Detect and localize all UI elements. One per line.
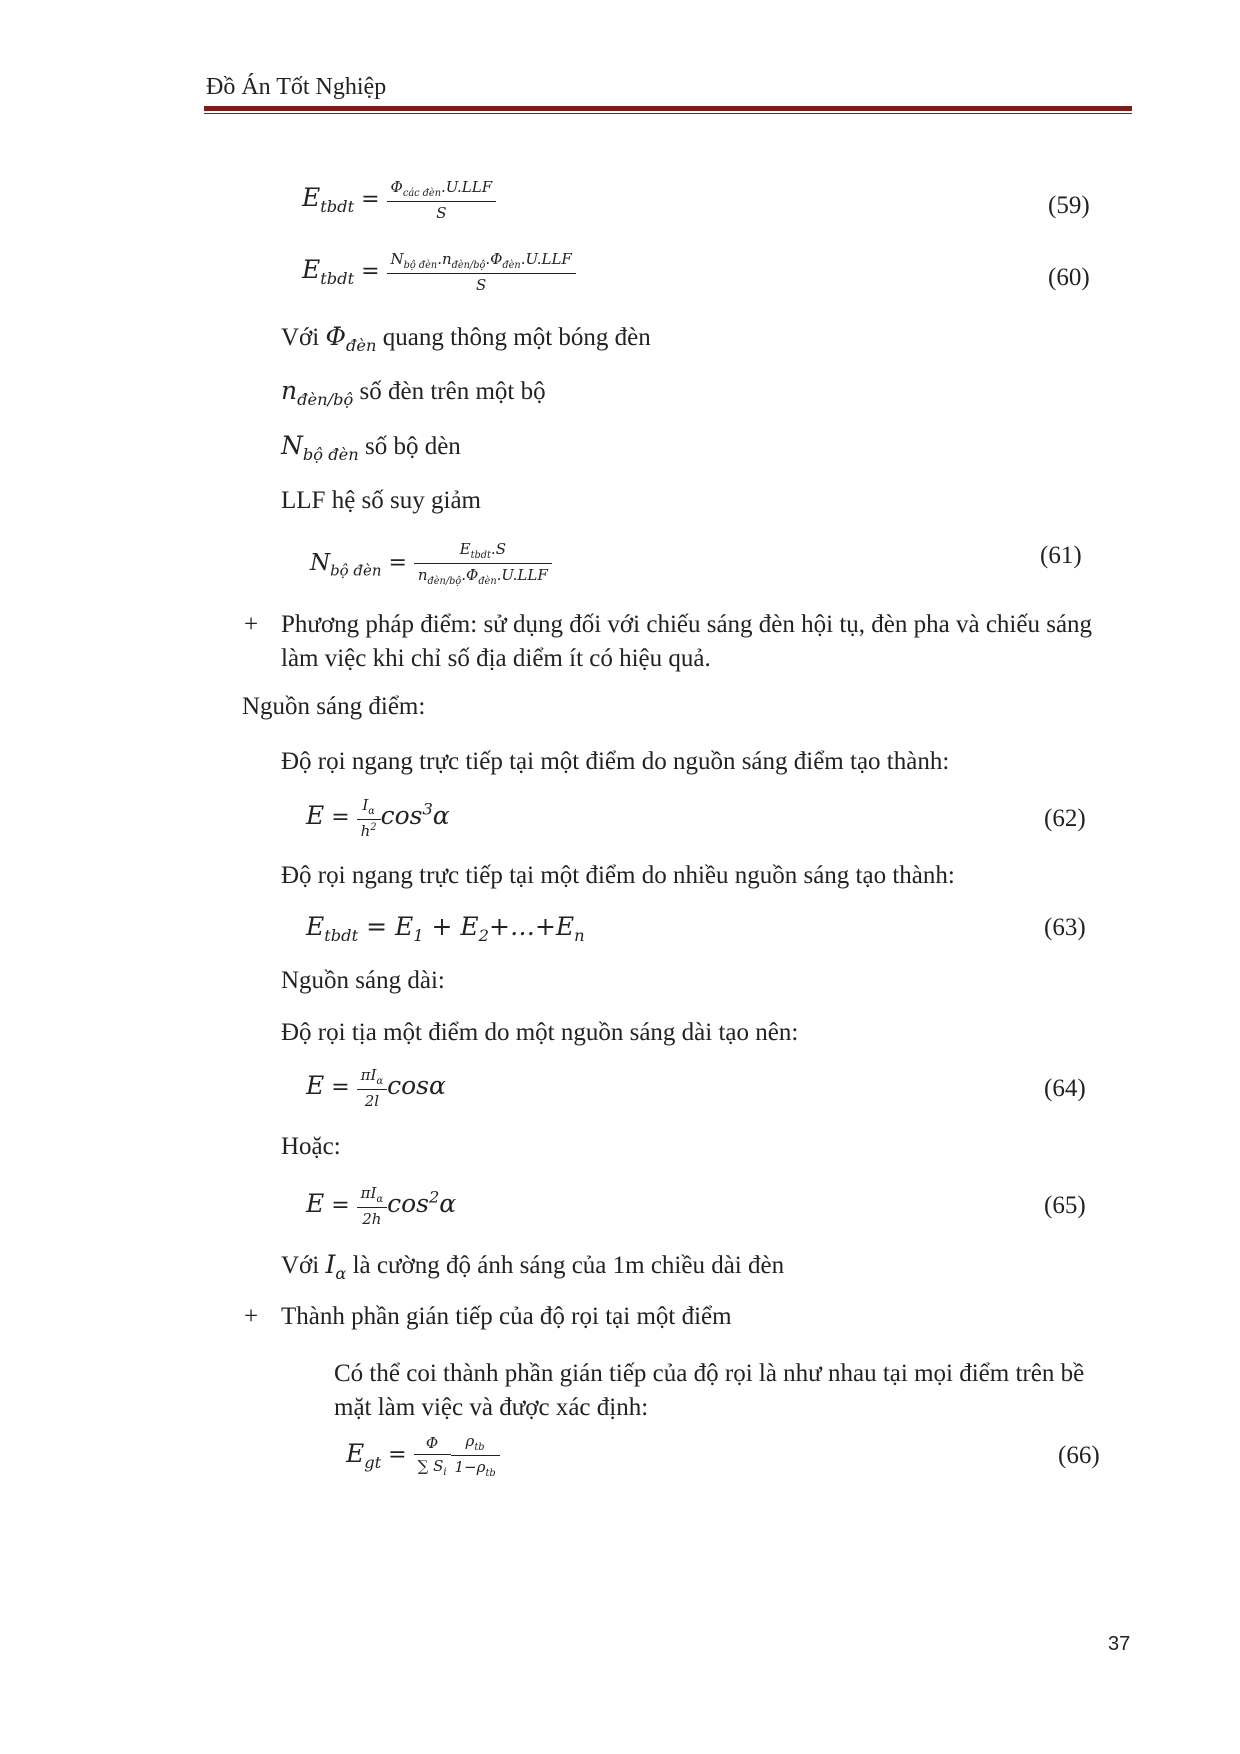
equation-66: $E_{gt}$ = $\frac{\Phi}{\sum S_i}$ $\frac{\rho_{tb}}{1-\rho_{tb}}$ <box>346 1432 500 1479</box>
I-definition: Với $I_\alpha$ là cường độ ánh sáng của 1m chiều dài đèn <box>281 1250 785 1283</box>
equation-number-62: (62) <box>1044 805 1086 832</box>
equation-number-66: (66) <box>1058 1442 1100 1469</box>
point-source-text: Độ rọi ngang trực tiếp tại một điểm do nguồn sáng điểm tạo thành: <box>281 748 950 775</box>
multiple-sources-text: Độ rọi ngang trực tiếp tại một điểm do nhiều nguồn sáng tạo thành: <box>281 862 955 889</box>
equation-60: $E_{tbdt}$ = $\frac{N_{bộ đèn}.n_{đèn/bộ}.\Phi_{đèn}.U.LLF}{S}$ <box>302 250 576 294</box>
llf-definition: LLF hệ số suy giảm <box>281 487 481 514</box>
page-header: Đồ Án Tốt Nghiệp <box>206 74 387 100</box>
equation-65: E = $\frac{\pi I_\alpha}{2h}$ $\cos^2\alpha$ <box>306 1184 457 1228</box>
N-definition: $N_{bộ đèn}$ số bộ dèn <box>281 431 461 464</box>
equation-number-59: (59) <box>1048 192 1090 219</box>
equation-63: $E_{tbdt} = E_1$ + $E_2+\dots+E_n$ <box>306 912 585 945</box>
n-definition: $n_{đèn/bộ}$ số đèn trên một bộ <box>281 376 546 409</box>
or-text: Hoặc: <box>281 1133 341 1160</box>
equation-number-65: (65) <box>1044 1192 1086 1219</box>
header-rule-thick <box>204 106 1132 111</box>
equation-59: $E_{tbdt}$ = $\frac{\Phi_{các đèn}.U.LLF}{S}$ <box>302 178 496 222</box>
equation-64: E = $\frac{\pi I_\alpha}{2l}$ cosα <box>306 1066 446 1110</box>
phi-definition: Với $\Phi_{đèn}$ quang thông một bóng đèn <box>281 322 651 355</box>
equation-number-61: (61) <box>1040 542 1082 569</box>
point-source-heading: Nguồn sáng điểm: <box>242 693 426 720</box>
bullet-plus: + <box>244 611 259 638</box>
bullet-plus: + <box>244 1303 259 1330</box>
equation-number-60: (60) <box>1048 264 1090 291</box>
equation-62: E = $\frac{I_\alpha}{h^2}$ $\cos^3\alpha$ <box>306 796 450 840</box>
equation-number-63: (63) <box>1044 914 1086 941</box>
page-number: 37 <box>1108 1633 1131 1655</box>
equation-number-64: (64) <box>1044 1075 1086 1102</box>
equation-61: $N_{bộ đèn}$ = $\frac{E_{tbdt}.S}{n_{đèn/bộ}.\Phi_{đèn}.U.LLF}$ <box>310 540 552 587</box>
method-paragraph: Phương pháp điểm: sử dụng đối với chiếu sáng đèn hội tụ, đèn pha và chiếu sáng làm việc khi chỉ số địa diểm ít có hiệu quả. <box>281 611 1093 672</box>
indirect-component-heading: Thành phần gián tiếp của độ rọi tại một điểm <box>281 1303 732 1330</box>
line-source-heading: Nguồn sáng dài: <box>281 967 445 994</box>
indirect-component-paragraph: Có thể coi thành phần gián tiếp của độ rọi là như nhau tại mọi điểm trên bề mặt làm việc và được xác định: <box>334 1360 1085 1421</box>
line-source-text: Độ rọi tịa một điểm do một nguồn sáng dài tạo nên: <box>281 1019 799 1046</box>
header-rule-thin <box>204 113 1132 114</box>
